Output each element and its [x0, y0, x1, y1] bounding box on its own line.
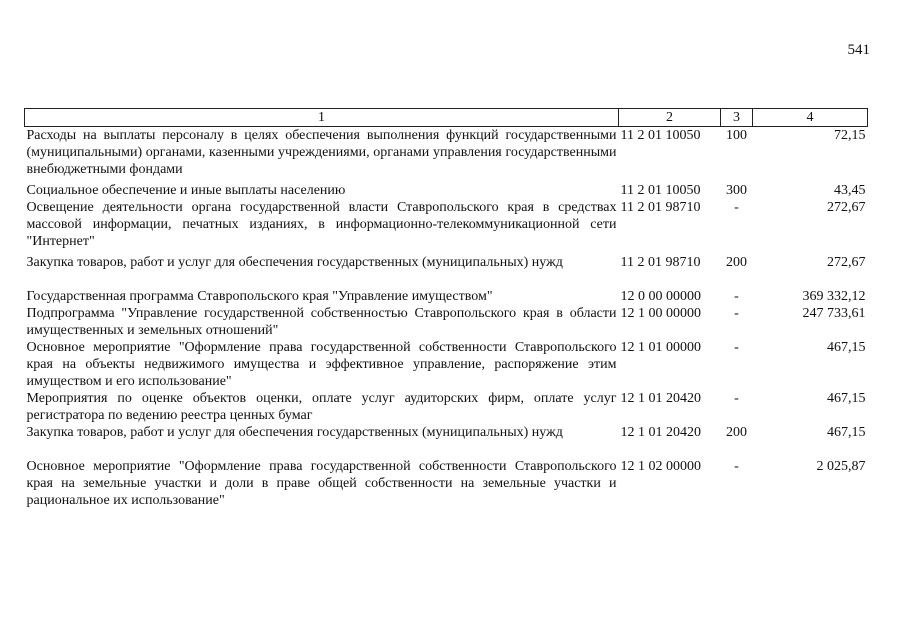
- row-type: -: [734, 391, 739, 406]
- table-row: [25, 288, 868, 305]
- column-header-type: 3: [721, 109, 753, 127]
- row-name: Мероприятия по оценке объектов оценки, оплате услуг аудиторских фирм, оплате услуг регистратора по ведению реестра ценных бумаг: [26, 391, 617, 423]
- table-row: [25, 182, 868, 199]
- row-name: Государственная программа Ставропольского края "Управление имуществом": [26, 289, 493, 304]
- row-code: 11 2 01 10050: [620, 183, 701, 198]
- table-row: [25, 199, 868, 254]
- row-name: Основное мероприятие "Оформление права государственной собственности Ставропольского края на земельные участки и доли в праве общей собственности на земельные участки и рациональное их использование": [26, 459, 617, 508]
- row-code: 12 0 00 00000: [620, 289, 701, 304]
- row-code: 12 1 01 20420: [620, 391, 701, 406]
- row-code: 11 2 01 10050: [620, 128, 701, 143]
- row-code: 12 1 02 00000: [620, 459, 701, 474]
- row-code: 12 1 00 00000: [620, 306, 701, 321]
- row-amount: 247 733,61: [802, 306, 866, 321]
- row-name: Закупка товаров, работ и услуг для обеспечения государственных (муниципальных) нужд: [26, 255, 563, 270]
- row-type: 200: [726, 425, 747, 440]
- row-amount: 467,15: [827, 391, 866, 406]
- row-amount: 72,15: [834, 128, 866, 143]
- table-spacer-row: [25, 271, 868, 288]
- table-header-row: [25, 109, 868, 127]
- row-type: 200: [726, 255, 747, 270]
- row-amount: 2 025,87: [816, 459, 866, 474]
- row-code: 12 1 01 20420: [620, 425, 701, 440]
- row-amount: 467,15: [827, 340, 866, 355]
- row-type: -: [734, 200, 739, 215]
- row-amount: 272,67: [827, 200, 866, 215]
- row-name: Основное мероприятие "Оформление права государственной собственности Ставропольского края на объекты недвижимого имущества и эффективное управление, распоряжение этим имуществом и его использование": [26, 340, 617, 389]
- page-number: 541: [847, 42, 870, 58]
- row-name: Расходы на выплаты персоналу в целях обеспечения выполнения функций государственными (муниципальными) органами, казенными учреждениями, органами управления государственными внебюджетными фондами: [26, 128, 617, 177]
- table-row: [25, 458, 868, 509]
- column-header-name: 1: [25, 109, 619, 127]
- table-row: [25, 424, 868, 441]
- table-row: [25, 254, 868, 271]
- row-type: 100: [726, 128, 747, 143]
- row-name: Освещение деятельности органа государственной власти Ставропольского края в средствах массовой информации, печатных изданиях, в информационно-телекоммуникационной сети "Интернет": [26, 200, 617, 249]
- row-code: 12 1 01 00000: [620, 340, 701, 355]
- column-header-amount: 4: [753, 109, 868, 127]
- column-header-code: 2: [619, 109, 721, 127]
- table-row: [25, 339, 868, 390]
- table-row: [25, 127, 868, 183]
- row-type: -: [734, 459, 739, 474]
- row-name: Социальное обеспечение и иные выплаты населению: [26, 183, 346, 198]
- row-amount: 43,45: [834, 183, 866, 198]
- row-code: 11 2 01 98710: [620, 200, 701, 215]
- row-amount: 272,67: [827, 255, 866, 270]
- table-spacer-row: [25, 441, 868, 458]
- row-type: 300: [726, 183, 747, 198]
- row-type: -: [734, 340, 739, 355]
- row-code: 11 2 01 98710: [620, 255, 701, 270]
- row-type: -: [734, 289, 739, 304]
- budget-table: [24, 108, 868, 509]
- row-name: Закупка товаров, работ и услуг для обеспечения государственных (муниципальных) нужд: [26, 425, 563, 440]
- row-amount: 467,15: [827, 425, 866, 440]
- row-name: Подпрограмма "Управление государственной собственностью Ставропольского края в области имущественных и земельных отношений": [26, 306, 617, 338]
- table-row: [25, 305, 868, 339]
- table-row: [25, 390, 868, 424]
- row-type: -: [734, 306, 739, 321]
- row-amount: 369 332,12: [802, 289, 866, 304]
